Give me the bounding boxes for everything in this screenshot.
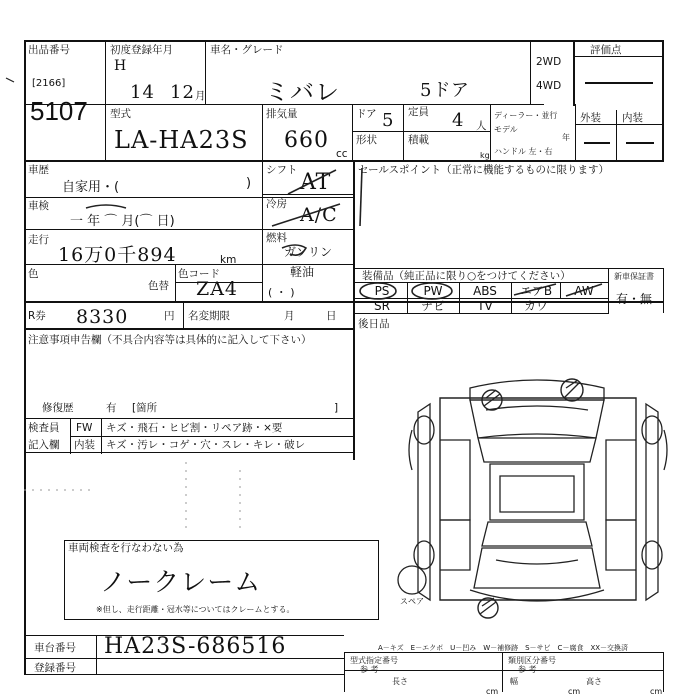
lot-small: [2166] <box>32 78 66 89</box>
fw-label: FW <box>76 422 93 434</box>
lot-label: 出品番号 <box>28 44 70 56</box>
cc-label: cc <box>336 148 348 160</box>
sales-tick <box>360 168 362 226</box>
model-year-unit: 年 <box>562 133 570 142</box>
guide-dots <box>24 462 240 530</box>
chassis-label: 車台番号 <box>34 642 76 654</box>
height-label: 高さ <box>586 677 602 686</box>
km-label: km <box>220 254 237 266</box>
repair-close: ] <box>334 402 339 414</box>
history-value: 自家用・( <box>62 180 120 195</box>
chassis-value: HA23S-686516 <box>104 634 287 659</box>
mileage-label: 走行 <box>28 234 49 246</box>
gas-circle <box>282 245 306 255</box>
car-diagram <box>398 379 667 618</box>
seat-unit: 人 <box>476 120 487 132</box>
cm2: cm <box>568 687 581 696</box>
interior-items: キズ・汚レ・コゲ・穴・スレ・キレ・破レ <box>106 439 306 451</box>
door-value: 5 <box>382 110 395 131</box>
inspection-dash <box>86 205 126 208</box>
new-warranty-label: 新車保証書 <box>614 272 654 281</box>
first-reg-label: 初度登録年月 <box>110 44 173 56</box>
displacement-label: 排気量 <box>266 108 298 120</box>
inspection-value: 一 年 ⌒ 月(⌒ 日) <box>70 214 175 229</box>
circle-ps <box>360 283 396 299</box>
aw-strike <box>566 284 602 296</box>
repair-loc: [箇所 <box>132 402 158 414</box>
width-label: 幅 <box>510 677 518 686</box>
yen-label: 円 <box>164 310 175 322</box>
date-paren: ( ・ ) <box>268 286 295 299</box>
later-label: 後日品 <box>358 318 390 330</box>
equip-pw: PW <box>423 284 443 298</box>
handwriting-strokes <box>86 168 602 299</box>
ac-value: A/C <box>300 204 338 226</box>
name-change-label: 名変期限 <box>188 310 230 322</box>
era-value: H <box>114 58 128 74</box>
name-change-day: 日 <box>326 310 337 322</box>
int-label: 内装 <box>622 112 643 124</box>
repair-value: 有 <box>106 402 117 414</box>
month-value: 12 <box>170 82 195 103</box>
displacement-value: 660 <box>284 128 329 153</box>
spare-label: スペア <box>400 597 424 606</box>
equip-tv: TV <box>477 299 493 313</box>
lot-number: 5107 <box>30 96 88 126</box>
car-name-label: 車名・グレード <box>210 44 284 56</box>
class-label: 類別区分番号 <box>508 656 556 665</box>
margin-mark <box>6 78 14 82</box>
ac-strike <box>272 204 340 226</box>
year-value: 14 <box>130 82 155 103</box>
sales-label: セールスポイント（正常に機能するものに限ります） <box>358 164 610 176</box>
circle-pw <box>412 283 452 299</box>
mileage-value: 16万0千894 <box>58 244 177 266</box>
doors-handwritten: 5ドア <box>420 80 470 101</box>
recycle-label: R券 <box>28 310 46 322</box>
fuel-kei: 軽油 <box>290 265 315 279</box>
equip-ps: PS <box>374 284 390 298</box>
cm1: cm <box>486 687 499 696</box>
dealer-label: ディーラー・並行 <box>494 111 558 120</box>
interior-label: 内装 <box>74 439 95 451</box>
equip-aw: AW <box>574 284 594 298</box>
equip-navi: ナビ <box>420 299 445 313</box>
no-claim-note: ※但し、走行距離・冠水等についてはクレームとする。 <box>96 605 295 614</box>
equip-airbag: エアB <box>519 284 553 298</box>
score-label: 評価点 <box>590 44 622 56</box>
equip-sr: SR <box>374 299 390 313</box>
repair-label: 修復歴 <box>42 402 74 414</box>
seat-value: 4 <box>452 110 465 131</box>
cm3: cm <box>650 687 663 696</box>
color-label: 色 <box>28 268 39 280</box>
equip-leather: カワ <box>523 299 548 313</box>
airbag-strike <box>514 284 556 295</box>
reg-label: 登録番号 <box>34 662 76 674</box>
model-label: 型式 <box>110 108 131 120</box>
ext-label: 外装 <box>580 112 601 124</box>
no-claim-value: ノークレーム <box>100 568 262 598</box>
entry-label: 記入欄 <box>28 439 60 451</box>
shift-label: シフト <box>266 164 298 176</box>
recycle-value: 8330 <box>76 306 129 328</box>
shift-value: AT <box>300 170 332 195</box>
equip-abs: ABS <box>473 284 497 298</box>
name-change-month: 月 <box>284 310 295 322</box>
len-label: 長さ <box>392 677 408 686</box>
no-claim-title: 車両検査を行なわない為 <box>68 542 184 554</box>
ref-2: 参 考 <box>518 665 537 674</box>
kg-label: kg <box>480 151 490 160</box>
color-code-label: 色コード <box>178 268 220 280</box>
ac-label: 冷房 <box>266 198 287 210</box>
color-code-value: ZA4 <box>196 278 239 300</box>
handle-label: ハンドル 左・右 <box>494 147 553 156</box>
seat-label: 定員 <box>408 106 429 118</box>
fw-items: キズ・飛石・ヒビ割・リペア跡・×要 <box>106 422 283 434</box>
inspector-label: 検査員 <box>28 422 60 434</box>
shape-label: 形状 <box>356 134 377 146</box>
history-label: 車歴 <box>28 164 49 176</box>
fuel-label: 燃料 <box>266 232 287 244</box>
drive-2wd: 2WD <box>536 56 562 68</box>
load-label: 積載 <box>408 134 429 146</box>
fuel-gas: ガソリン <box>284 245 333 259</box>
inspection-label: 車検 <box>28 200 49 212</box>
equip-label: 装備品（純正品に限り○をつけてください） <box>362 270 571 282</box>
warranty-value: 有・無 <box>616 292 653 306</box>
drive-4wd: 4WD <box>536 80 562 92</box>
ref-1: 参 考 <box>360 665 379 674</box>
color-change: 色替 <box>148 280 169 292</box>
type-designation-label: 型式指定番号 <box>350 656 398 665</box>
car-name-value: ミバレ <box>265 78 340 106</box>
model-value: LA-HA23S <box>114 126 249 154</box>
month-unit: 月 <box>195 90 206 102</box>
door-label: ドア <box>356 108 377 120</box>
history-close: ) <box>246 176 252 191</box>
notes-label: 注意事項申告欄（不具合内容等は具体的に記入して下さい） <box>28 334 312 346</box>
legend: A－キズ E－エクボ U－凹み W－補修跡 S－サビ C－腐食 XX－交換済 <box>378 644 629 652</box>
shift-strike <box>288 170 336 194</box>
model-year-label: モデル <box>494 125 518 134</box>
